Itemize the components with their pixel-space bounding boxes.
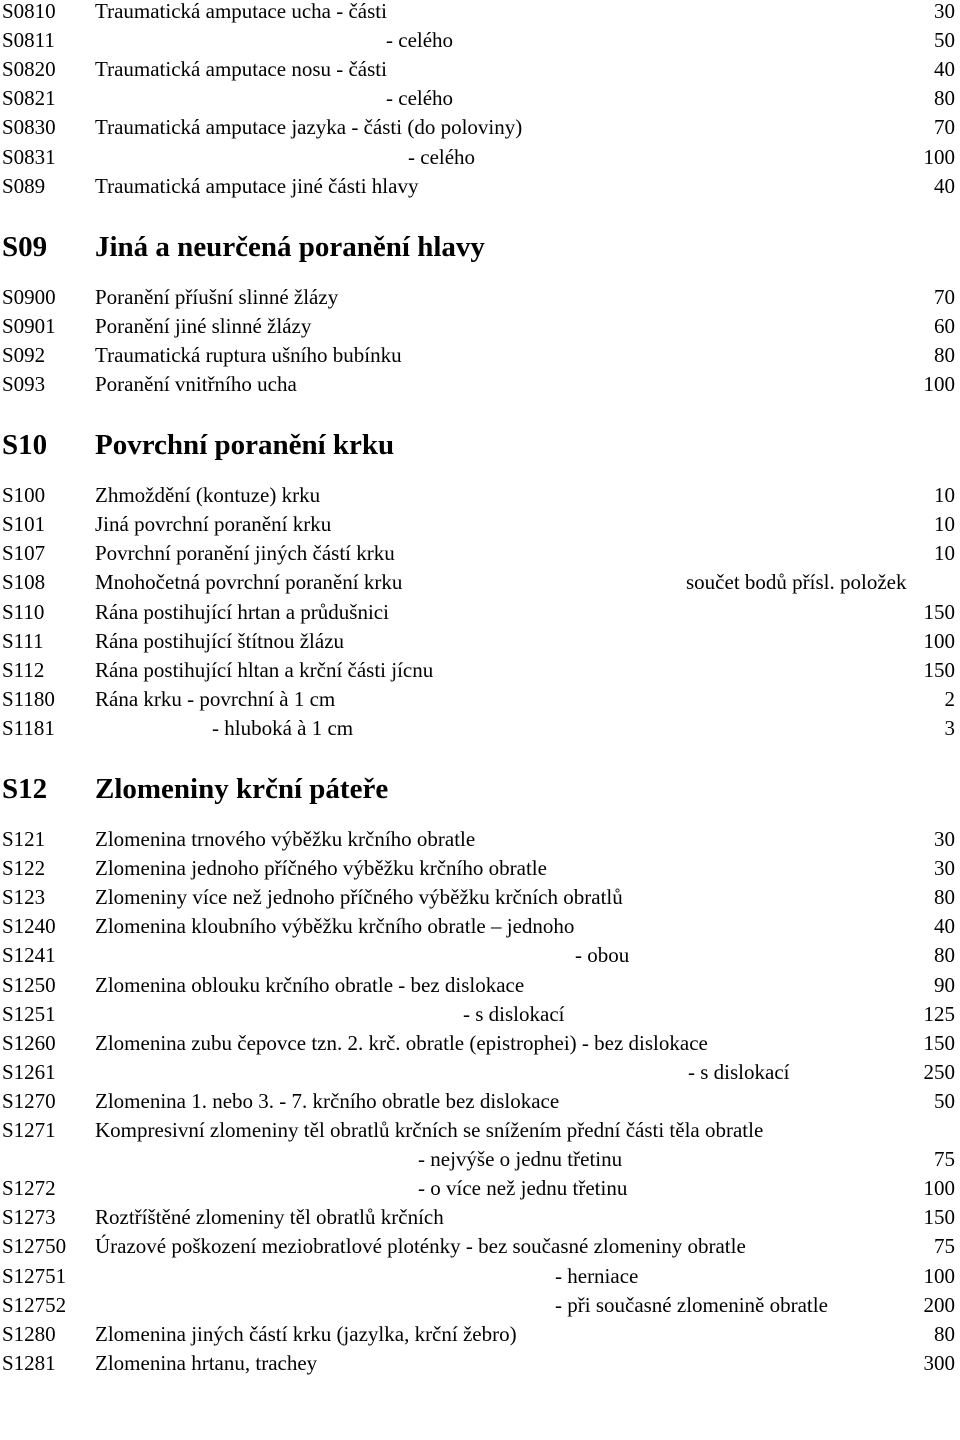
item-points: 10 [934, 541, 955, 566]
item-code: S1271 [2, 1118, 56, 1142]
item-description: Mnohočetná povrchní poranění krku [95, 570, 403, 595]
item-points: 70 [934, 284, 955, 309]
item-code: S1180 [2, 686, 55, 711]
item-description: Kompresivní zlomeniny těl obratlů krčních se snížením přední části těla obratle [95, 1118, 764, 1142]
item-points: 75 [934, 1147, 955, 1172]
item-description: Traumatická amputace nosu - části [95, 57, 387, 82]
item-description: - s dislokací [463, 1001, 565, 1026]
list-item [0, 370, 960, 399]
item-points: 100 [923, 1176, 955, 1201]
section-code: S12 [2, 773, 48, 805]
item-points: 150 [923, 1030, 955, 1055]
section-code: S10 [2, 429, 48, 462]
list-item [0, 1291, 960, 1320]
list-item [0, 1203, 960, 1232]
list-item [0, 0, 960, 26]
item-description: - s dislokací [688, 1059, 790, 1084]
section-title: Zlomeniny krční páteře [95, 773, 389, 805]
item-points: 10 [934, 483, 955, 508]
list-item [0, 481, 960, 510]
item-description: Zlomenina trnového výběžku krčního obratle [95, 827, 476, 851]
list-item [0, 1232, 960, 1261]
item-code: S0901 [2, 313, 56, 338]
item-points: 60 [934, 313, 955, 338]
item-description: Poranění vnitřního ucha [95, 372, 297, 396]
item-code: S1281 [2, 1350, 56, 1375]
item-description: Roztříštěné zlomeniny těl obratlů krčních [95, 1205, 444, 1230]
item-description: - celého [386, 28, 454, 53]
item-points: 30 [934, 856, 955, 881]
list-item [0, 55, 960, 84]
item-code: S101 [2, 512, 46, 537]
item-points: 10 [934, 512, 955, 537]
list-item [0, 312, 960, 341]
list-item [0, 1320, 960, 1349]
item-code: S1251 [2, 1001, 56, 1026]
list-item [0, 113, 960, 142]
list-item [0, 598, 960, 627]
item-points: 90 [934, 972, 955, 997]
item-description: - celého [408, 144, 476, 169]
list-item [0, 854, 960, 883]
item-code: S093 [2, 372, 46, 396]
list-item [0, 341, 960, 370]
item-description: Poranění jiné slinné žlázy [95, 313, 312, 338]
item-code: S12750 [2, 1234, 67, 1259]
list-item [0, 172, 960, 201]
item-points: 50 [934, 1088, 955, 1113]
item-points: 80 [934, 943, 955, 968]
list-item [0, 941, 960, 970]
item-description: Traumatická amputace ucha - části [95, 0, 387, 23]
item-points: 2 [944, 686, 955, 711]
item-code: S1240 [2, 914, 56, 939]
list-item [0, 84, 960, 113]
section-title: Jiná a neurčená poranění hlavy [95, 230, 485, 263]
item-points: 100 [923, 144, 955, 169]
item-description: - při současné zlomenině obratle [555, 1292, 828, 1317]
item-description: Zlomenina jiných částí krku (jazylka, krční žebro) [95, 1321, 517, 1346]
item-description: - hluboká à 1 cm [212, 715, 354, 740]
list-item [0, 1000, 960, 1029]
item-code: S1261 [2, 1059, 56, 1084]
item-code: S112 [2, 657, 45, 682]
item-description: Rána postihující hrtan a průdušnici [95, 599, 389, 624]
list-item [0, 26, 960, 55]
item-description: Zlomenina hrtanu, trachey [95, 1350, 318, 1375]
item-description: Úrazové poškození meziobratlové ploténky - bez současné zlomeniny obratle [95, 1234, 746, 1259]
item-code: S1250 [2, 972, 56, 997]
item-note: součet bodů přísl. položek [686, 570, 907, 595]
item-description: Jiná povrchní poranění krku [95, 512, 332, 537]
item-description: Rána postihující štítnou žlázu [95, 628, 345, 653]
item-description: - celého [386, 86, 454, 111]
item-code: S110 [2, 599, 45, 624]
item-points: 300 [923, 1350, 955, 1375]
item-points: 80 [934, 1321, 955, 1346]
item-code: S1273 [2, 1205, 56, 1230]
list-item [0, 971, 960, 1000]
list-item [0, 1349, 960, 1378]
list-item [0, 568, 960, 597]
item-points: 150 [923, 657, 955, 682]
item-points: 80 [934, 885, 955, 910]
item-code: S089 [2, 173, 46, 198]
item-points: 50 [934, 28, 955, 53]
item-points: 40 [934, 173, 955, 198]
item-description: Rána postihující hltan a krční části jícnu [95, 657, 434, 682]
list-item [0, 825, 960, 854]
item-code: S0900 [2, 284, 56, 309]
list-item [0, 656, 960, 685]
item-description: Zlomenina kloubního výběžku krčního obratle – jednoho [95, 914, 575, 939]
item-description: Povrchní poranění jiných částí krku [95, 541, 395, 566]
item-code: S1270 [2, 1088, 56, 1113]
item-code: S1241 [2, 943, 56, 968]
list-item [0, 1029, 960, 1058]
item-description: Poranění příušní slinné žlázy [95, 284, 339, 309]
item-description: - nejvýše o jednu třetinu [418, 1147, 623, 1172]
item-description: Rána krku - povrchní à 1 cm [95, 686, 336, 711]
section-title: Povrchní poranění krku [95, 429, 395, 462]
section-code: S09 [2, 230, 48, 263]
list-item [0, 883, 960, 912]
list-item [0, 1262, 960, 1291]
section-heading [0, 769, 960, 809]
list-item [0, 714, 960, 743]
item-code: S108 [2, 570, 46, 595]
item-description: - o více než jednu třetinu [418, 1176, 628, 1201]
item-code: S1280 [2, 1321, 56, 1346]
list-item [0, 912, 960, 941]
item-code: S122 [2, 856, 46, 881]
item-points: 30 [934, 827, 955, 851]
list-item [0, 1145, 960, 1174]
item-points: 70 [934, 115, 955, 140]
list-item [0, 1087, 960, 1116]
item-code: S0831 [2, 144, 56, 169]
list-item [0, 283, 960, 312]
item-code: S0810 [2, 0, 56, 23]
item-code: S092 [2, 342, 46, 367]
list-item [0, 539, 960, 568]
section-heading [0, 425, 960, 465]
item-code: S0811 [2, 28, 55, 53]
item-description: Traumatická amputace jiné části hlavy [95, 173, 419, 198]
item-code: S12751 [2, 1263, 67, 1288]
item-code: S1181 [2, 715, 55, 740]
item-points: 3 [944, 715, 955, 740]
item-code: S0821 [2, 86, 56, 111]
item-description: Zlomenina jednoho příčného výběžku krčního obratle [95, 856, 547, 881]
item-points: 80 [934, 342, 955, 367]
list-item [0, 1116, 960, 1145]
item-description: Zlomeniny více než jednoho příčného výběžku krčních obratlů [95, 885, 623, 910]
list-item [0, 685, 960, 714]
item-points: 40 [934, 914, 955, 939]
list-item [0, 510, 960, 539]
section-heading [0, 227, 960, 267]
list-item [0, 1174, 960, 1203]
item-description: Zlomenina 1. nebo 3. - 7. krčního obratle bez dislokace [95, 1088, 560, 1113]
item-code: S1260 [2, 1030, 56, 1055]
item-points: 150 [923, 1205, 955, 1230]
item-description: Zlomenina zubu čepovce tzn. 2. krč. obratle (epistrophei) - bez dislokace [95, 1030, 708, 1055]
item-description: - obou [575, 943, 630, 968]
item-points: 250 [923, 1059, 955, 1084]
list-item [0, 627, 960, 656]
item-description: Zhmoždění (kontuze) krku [95, 483, 321, 508]
item-code: S123 [2, 885, 46, 910]
item-points: 100 [923, 628, 955, 653]
item-points: 150 [923, 599, 955, 624]
item-code: S0830 [2, 115, 56, 140]
item-code: S1272 [2, 1176, 56, 1201]
item-points: 80 [934, 86, 955, 111]
item-code: S111 [2, 628, 44, 653]
item-points: 75 [934, 1234, 955, 1259]
item-description: Traumatická ruptura ušního bubínku [95, 342, 402, 367]
item-points: 30 [934, 0, 955, 23]
item-description: Zlomenina oblouku krčního obratle - bez dislokace [95, 972, 525, 997]
item-points: 125 [923, 1001, 955, 1026]
item-code: S107 [2, 541, 46, 566]
item-points: 100 [923, 1263, 955, 1288]
item-points: 200 [923, 1292, 955, 1317]
item-code: S100 [2, 483, 46, 508]
item-code: S12752 [2, 1292, 67, 1317]
item-code: S0820 [2, 57, 56, 82]
item-points: 40 [934, 57, 955, 82]
item-description: - herniace [555, 1263, 639, 1288]
item-description: Traumatická amputace jazyka - části (do poloviny) [95, 115, 523, 140]
item-code: S121 [2, 827, 46, 851]
item-points: 100 [923, 372, 955, 396]
list-item [0, 1058, 960, 1087]
list-item [0, 143, 960, 172]
